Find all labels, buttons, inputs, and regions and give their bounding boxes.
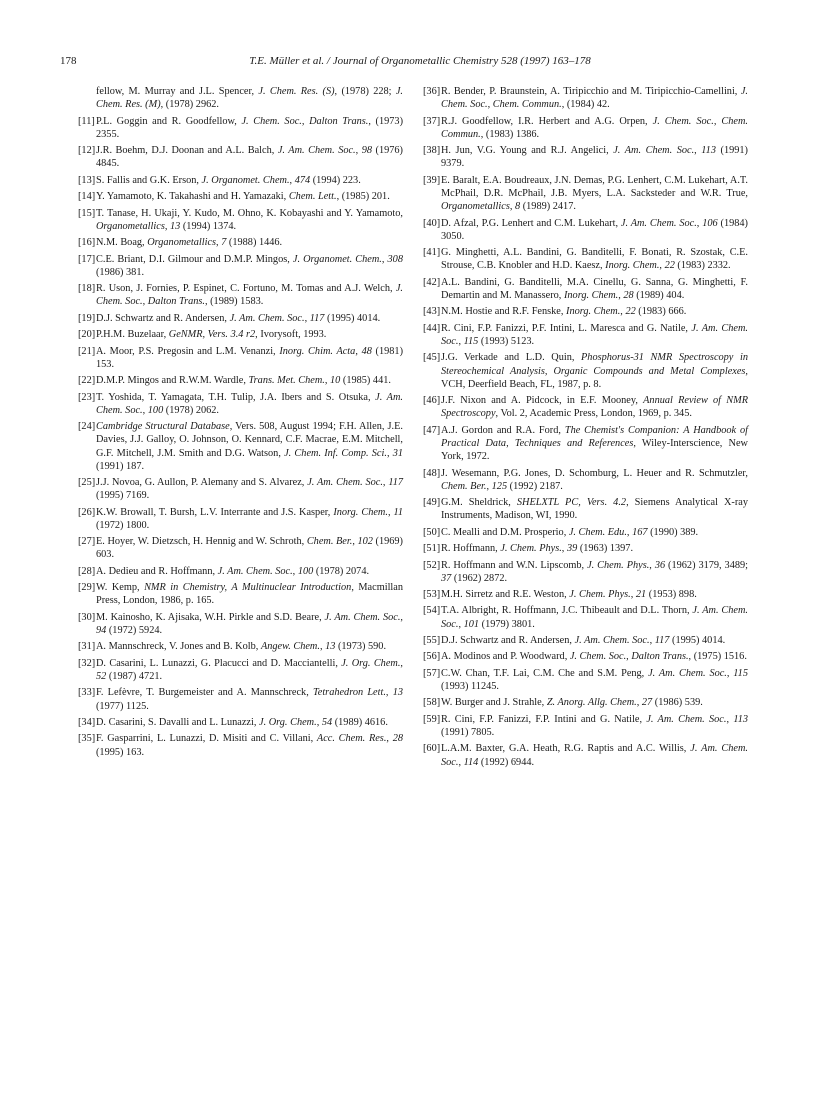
reference-number: [35]	[78, 733, 96, 745]
reference-item	[78, 581, 403, 607]
reference-text: R. Hoffmann, J. Chem. Phys., 39 (1963) 1397.	[441, 543, 634, 555]
reference-item	[423, 696, 748, 709]
reference-text: D. Casarini, L. Lunazzi, G. Placucci and D. Macciantelli, J. Org. Chem., 52 (1987) 4721.	[96, 657, 403, 683]
reference-number: [18]	[78, 283, 96, 295]
reference-text: J.G. Verkade and L.D. Quin, Phosphorus-31 NMR Spectroscopy in Stereochemical Analysis, Organic Compounds and Metal Complexes, VCH, Deerfield Beach, FL, 1987, p. 8.	[441, 352, 748, 390]
reference-number: [17]	[78, 253, 96, 265]
reference-text: J.R. Boehm, D.J. Doonan and A.L. Balch, J. Am. Chem. Soc., 98 (1976) 4845.	[96, 145, 403, 170]
reference-text: D. Afzal, P.G. Lenhert and C.M. Lukehart, J. Am. Chem. Soc., 106 (1984) 3050.	[441, 217, 748, 242]
reference-text: C. Mealli and D.M. Prosperio, J. Chem. Edu., 167 (1990) 389.	[441, 526, 699, 538]
reference-text: A. Dedieu and R. Hoffmann, J. Am. Chem. Soc., 100 (1978) 2074.	[96, 565, 370, 577]
reference-text: J. Wesemann, P.G. Jones, D. Schomburg, L. Heuer and R. Schmutzler, Chem. Ber., 125 (1992) 2187.	[441, 467, 748, 492]
references-right-column	[423, 85, 748, 772]
reference-item	[78, 686, 403, 712]
reference-text: R. Cini, F.P. Fanizzi, F.P. Intini and G. Natile, J. Am. Chem. Soc., 113 (1991) 7805.	[441, 713, 748, 739]
reference-text: R.J. Goodfellow, I.R. Herbert and A.G. Orpen, J. Chem. Soc., Chem. Commun., (1983) 1386.	[441, 115, 748, 140]
reference-number: [34]	[78, 717, 96, 729]
reference-text: W. Kemp, NMR in Chemistry, A Multinuclear Introduction, Macmillan Press, London, 1986, p. 165.	[96, 582, 404, 607]
reference-item	[78, 657, 403, 683]
reference-number: [45]	[423, 352, 441, 364]
reference-text: F. Lefèvre, T. Burgemeister and A. Mannschreck, Tetrahedron Lett., 13 (1977) 1125.	[96, 687, 403, 712]
reference-item	[78, 236, 403, 249]
reference-text: Y. Yamamoto, K. Takahashi and H. Yamazaki, Chem. Lett., (1985) 201.	[96, 191, 390, 203]
reference-item	[423, 634, 748, 647]
reference-text: J.J. Novoa, G. Aullon, P. Alemany and S. Alvarez, J. Am. Chem. Soc., 117 (1995) 7169.	[96, 477, 403, 502]
page-number: 178	[60, 55, 77, 67]
reference-number: [19]	[78, 312, 96, 324]
reference-number: [12]	[78, 145, 96, 157]
reference-number: [11]	[78, 115, 95, 127]
reference-item	[423, 742, 748, 768]
reference-item	[423, 667, 748, 693]
reference-text: T. Yoshida, T. Yamagata, T.H. Tulip, J.A. Ibers and S. Otsuka, J. Am. Chem. Soc., 100 (1978) 2062.	[96, 391, 403, 416]
reference-text: G.M. Sheldrick, SHELXTL PC, Vers. 4.2, Siemens Analytical X-ray Instruments, Madison, WI, 1990.	[441, 497, 748, 522]
reference-item	[423, 496, 748, 522]
reference-number: [39]	[423, 174, 441, 186]
reference-number: [52]	[423, 559, 441, 571]
reference-item	[423, 559, 748, 585]
reference-item	[78, 207, 403, 233]
reference-text: R. Cini, F.P. Fanizzi, P.F. Intini, L. Maresca and G. Natile, J. Am. Chem. Soc., 115 (1993) 5123.	[441, 322, 748, 347]
reference-text: H. Jun, V.G. Young and R.J. Angelici, J. Am. Chem. Soc., 113 (1991) 9379.	[441, 145, 748, 170]
reference-item	[423, 85, 748, 111]
reference-text: M. Kainosho, K. Ajisaka, W.H. Pirkle and S.D. Beare, J. Am. Chem. Soc., 94 (1972) 5924.	[96, 611, 403, 637]
reference-item	[423, 467, 748, 493]
reference-item	[423, 650, 748, 663]
reference-number: [57]	[423, 667, 441, 679]
reference-number: [46]	[423, 395, 441, 407]
reference-text: D.J. Schwartz and R. Andersen, J. Am. Chem. Soc., 117 (1995) 4014.	[441, 635, 726, 647]
reference-text: F. Gasparrini, L. Lunazzi, D. Misiti and C. Villani, Acc. Chem. Res., 28 (1995) 163.	[96, 733, 403, 758]
reference-number: [42]	[423, 276, 441, 288]
reference-item	[78, 312, 403, 325]
reference-item	[423, 588, 748, 601]
reference-number: [15]	[78, 207, 96, 219]
reference-item	[78, 391, 403, 417]
reference-item	[423, 144, 748, 170]
reference-text: D. Casarini, S. Davalli and L. Lunazzi, J. Org. Chem., 54 (1989) 4616.	[96, 717, 388, 729]
reference-text: R. Bender, P. Braunstein, A. Tiripicchio and M. Tiripicchio-Camellini, J. Chem. Soc., Chem. Commun., (1984) 42.	[441, 86, 748, 111]
reference-text: K.W. Browall, T. Bursh, L.V. Interrante and J.S. Kasper, Inorg. Chem., 11 (1972) 1800.	[96, 506, 404, 531]
reference-item	[78, 190, 403, 203]
reference-number: [21]	[78, 345, 96, 357]
references-left-column	[78, 85, 403, 762]
reference-item	[78, 282, 403, 308]
reference-number: [41]	[423, 247, 441, 259]
reference-item	[423, 526, 748, 539]
reference-number: [14]	[78, 191, 96, 203]
reference-text: A. Modinos and P. Woodward, J. Chem. Soc., Dalton Trans., (1975) 1516.	[441, 651, 747, 663]
reference-number: [48]	[423, 467, 441, 479]
reference-text: J.F. Nixon and A. Pidcock, in E.F. Mooney, Annual Review of NMR Spectroscopy, Vol. 2, Academic Press, London, 1969, p. 345.	[441, 395, 748, 420]
reference-text: T. Tanase, H. Ukaji, Y. Kudo, M. Ohno, K. Kobayashi and Y. Yamamoto, Organometallics, 13 (1994) 1374.	[96, 207, 403, 232]
reference-number: [47]	[423, 424, 441, 436]
reference-number: [31]	[78, 641, 96, 653]
reference-text: fellow, M. Murray and J.L. Spencer, J. Chem. Res. (S), (1978) 228; J. Chem. Res. (M), (1978) 2962.	[96, 86, 403, 111]
reference-item	[423, 542, 748, 555]
reference-text: P.L. Goggin and R. Goodfellow, J. Chem. Soc., Dalton Trans., (1973) 2355.	[96, 115, 403, 140]
reference-item	[423, 424, 748, 464]
reference-number: [28]	[78, 565, 96, 577]
page-header	[60, 55, 780, 71]
reference-text: C.E. Briant, D.I. Gilmour and D.M.P. Mingos, J. Organomet. Chem., 308 (1986) 381.	[96, 253, 403, 278]
reference-number: [50]	[423, 526, 441, 538]
reference-number: [29]	[78, 582, 96, 594]
reference-text: L.A.M. Baxter, G.A. Heath, R.G. Raptis and A.C. Willis, J. Am. Chem. Soc., 114 (1992) 6944.	[441, 743, 748, 768]
reference-number: [49]	[423, 497, 441, 509]
reference-text: T.A. Albright, R. Hoffmann, J.C. Thibeault and D.L. Thorn, J. Am. Chem. Soc., 101 (1979) 3801.	[441, 605, 748, 630]
reference-text: P.H.M. Buzelaar, GeNMR, Vers. 3.4 r2, Ivorysoft, 1993.	[96, 329, 327, 341]
reference-number: [58]	[423, 697, 441, 709]
reference-number: [32]	[78, 657, 96, 669]
reference-item	[78, 345, 403, 371]
reference-number: [55]	[423, 635, 441, 647]
reference-number: [43]	[423, 306, 441, 318]
reference-text: S. Fallis and G.K. Erson, J. Organomet. Chem., 474 (1994) 223.	[96, 174, 361, 186]
reference-item	[78, 565, 403, 578]
reference-item	[78, 535, 403, 561]
reference-item	[423, 322, 748, 348]
reference-item	[78, 174, 403, 187]
reference-item	[78, 374, 403, 387]
reference-number: [37]	[423, 115, 441, 127]
reference-item	[78, 85, 403, 111]
reference-number: [44]	[423, 322, 441, 334]
reference-item	[78, 640, 403, 653]
reference-item	[423, 351, 748, 391]
reference-item	[78, 611, 403, 637]
reference-item	[78, 115, 403, 141]
reference-text: A.L. Bandini, G. Banditelli, M.A. Cinellu, G. Sanna, G. Minghetti, F. Demartin and M. Manassero, Inorg. Chem., 28 (1989) 404.	[441, 276, 748, 301]
reference-number: [59]	[423, 713, 441, 725]
reference-item	[423, 604, 748, 630]
reference-text: E. Baralt, E.A. Boudreaux, J.N. Demas, P.G. Lenhert, C.M. Lukehart, A.T. McPhail, D.R. McPhail, J.B. Myers, L.A. Sacksteder and W.R. True, Organometallics, 8 (1989) 2417.	[441, 174, 748, 213]
reference-number: [20]	[78, 329, 96, 341]
reference-number: [54]	[423, 605, 441, 617]
reference-item	[423, 115, 748, 141]
reference-number: [24]	[78, 421, 96, 433]
reference-number: [30]	[78, 611, 96, 623]
reference-number: [25]	[78, 477, 96, 489]
reference-text: N.M. Boag, Organometallics, 7 (1988) 1446.	[96, 237, 283, 249]
reference-number: [36]	[423, 86, 441, 97]
reference-number: [60]	[423, 743, 441, 755]
reference-item	[423, 174, 748, 214]
reference-item	[78, 420, 403, 473]
reference-item	[78, 476, 403, 502]
reference-number: [40]	[423, 217, 441, 229]
reference-number: [33]	[78, 687, 96, 699]
reference-text: D.J. Schwartz and R. Andersen, J. Am. Chem. Soc., 117 (1995) 4014.	[96, 312, 381, 324]
reference-text: E. Hoyer, W. Dietzsch, H. Hennig and W. Schroth, Chem. Ber., 102 (1969) 603.	[96, 536, 403, 561]
reference-number: [22]	[78, 375, 96, 387]
reference-item	[423, 394, 748, 420]
reference-item	[423, 713, 748, 739]
reference-item	[423, 217, 748, 243]
reference-item	[423, 305, 748, 318]
reference-text: W. Burger and J. Strahle, Z. Anorg. Allg. Chem., 27 (1986) 539.	[441, 697, 703, 709]
reference-text: R. Hoffmann and W.N. Lipscomb, J. Chem. Phys., 36 (1962) 3179, 3489; 37 (1962) 2872.	[441, 559, 749, 584]
reference-number: [51]	[423, 543, 441, 555]
reference-text: C.W. Chan, T.F. Lai, C.M. Che and S.M. Peng, J. Am. Chem. Soc., 115 (1993) 11245.	[441, 667, 748, 693]
reference-text: G. Minghetti, A.L. Bandini, G. Banditelli, F. Bonati, R. Szostak, C.E. Strouse, C.B. Knobler and H.D. Kaesz, Inorg. Chem., 22 (1983) 2332.	[441, 247, 748, 272]
reference-item	[78, 732, 403, 758]
reference-text: R. Uson, J. Fornies, P. Espinet, C. Fortuno, M. Tomas and A.J. Welch, J. Chem. Soc., Dalton Trans., (1989) 1583.	[96, 283, 403, 308]
reference-text: M.H. Sirretz and R.E. Weston, J. Chem. Phys., 21 (1953) 898.	[441, 589, 697, 601]
reference-text: A.J. Gordon and R.A. Ford, The Chemist's Companion: A Handbook of Practical Data, Techniques and References, Wiley-Interscience, New York, 1972.	[441, 424, 748, 463]
reference-item	[78, 716, 403, 729]
reference-item	[78, 328, 403, 341]
reference-item	[423, 246, 748, 272]
reference-number: [23]	[78, 391, 96, 403]
reference-item	[78, 144, 403, 170]
reference-text: A. Moor, P.S. Pregosin and L.M. Venanzi, Inorg. Chim. Acta, 48 (1981) 153.	[96, 345, 404, 370]
reference-item	[423, 276, 748, 302]
reference-item	[78, 506, 403, 532]
reference-number: [26]	[78, 506, 96, 518]
reference-number: [56]	[423, 651, 441, 663]
running-title: T.E. Müller et al. / Journal of Organometallic Chemistry 528 (1997) 163–178	[249, 55, 591, 67]
reference-text: D.M.P. Mingos and R.W.M. Wardle, Trans. Met. Chem., 10 (1985) 441.	[96, 375, 391, 387]
reference-number: [13]	[78, 174, 96, 186]
reference-text: N.M. Hostie and R.F. Fenske, Inorg. Chem., 22 (1983) 666.	[441, 306, 687, 318]
reference-text: Cambridge Structural Database, Vers. 508, August 1994; F.H. Allen, J.E. Davies, J.J. Galloy, O. Johnson, O. Kennard, C.F. Macrae, E.M. Mitchell, G.F. Mitchell, J.M. Smith and D.G. Watson, J. Chem. Inf. Comp. Sci., 31 (1991) 187.	[96, 421, 403, 472]
reference-number: [27]	[78, 536, 96, 548]
reference-text: A. Mannschreck, V. Jones and B. Kolb, Angew. Chem., 13 (1973) 590.	[96, 641, 387, 653]
reference-number: [53]	[423, 589, 441, 601]
reference-item	[78, 253, 403, 279]
reference-number: [16]	[78, 237, 96, 249]
reference-number: [38]	[423, 145, 441, 157]
